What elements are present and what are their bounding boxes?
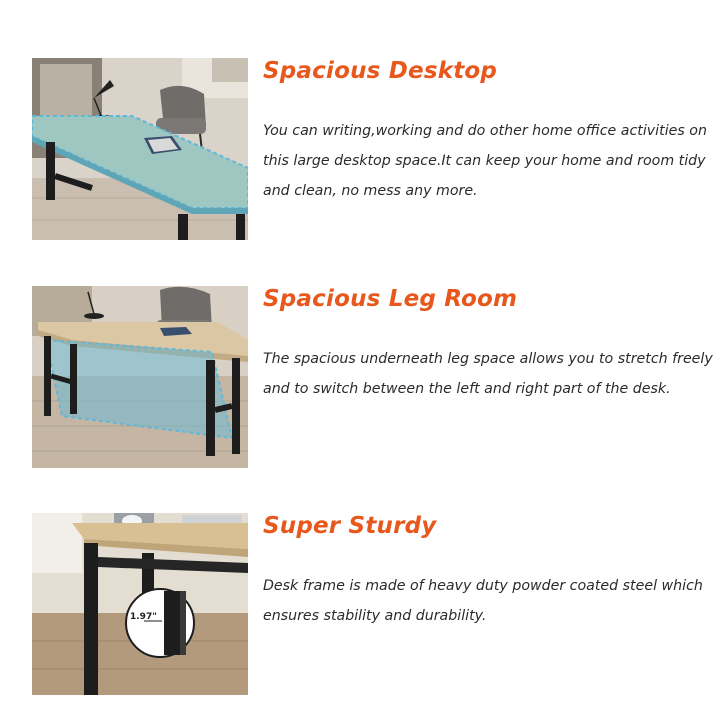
- measurement-label: 1.97": [130, 612, 157, 622]
- feature-spacious-leg-room: [0, 228, 720, 428]
- desktop-photo: [32, 58, 248, 240]
- leg-room-photo: [32, 286, 248, 468]
- feature-description: You can writing,working and do other home office activities on this large desktop space.It can keep your home and room tidy and clean, no mess any more.: [263, 123, 707, 199]
- feature-title: Spacious Desktop: [263, 58, 498, 84]
- sturdy-illustration: [32, 513, 248, 695]
- feature-description: The spacious underneath leg space allows you to stretch freely and to switch between the left and right part of the desk.: [263, 351, 713, 397]
- desktop-illustration: [32, 58, 248, 240]
- leg-room-illustration: [32, 286, 248, 468]
- feature-spacious-desktop: [0, 0, 720, 200]
- sturdy-photo: [32, 513, 248, 695]
- feature-super-sturdy: [0, 455, 720, 655]
- feature-title: Super Sturdy: [263, 513, 437, 539]
- feature-description: Desk frame is made of heavy duty powder coated steel which ensures stability and durability.: [263, 578, 703, 624]
- feature-title: Spacious Leg Room: [263, 286, 518, 312]
